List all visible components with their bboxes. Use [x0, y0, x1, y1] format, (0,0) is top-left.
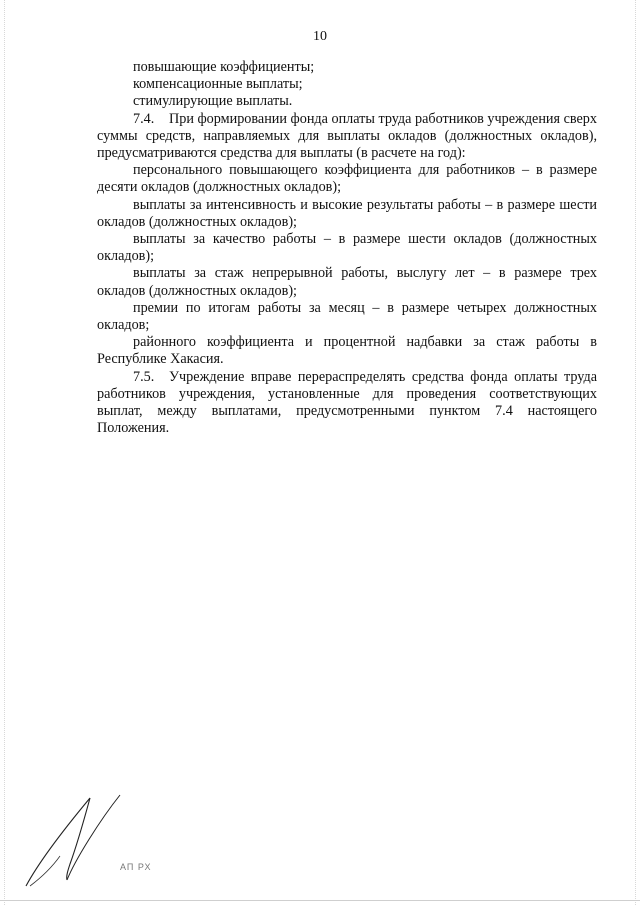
- paragraph-incentive-payments: стимулирующие выплаты.: [133, 93, 293, 110]
- payment-item: персонального повышающего коэффициента для работников – в размере десяти окладов (должностных окладов);: [97, 162, 597, 196]
- page-number: 10: [313, 29, 327, 44]
- payment-item: выплаты за стаж непрерывной работы, выслугу лет – в размере трех окладов (должностных окладов);: [97, 265, 597, 299]
- archive-mark: АП РХ: [120, 862, 152, 872]
- payment-item: премии по итогам работы за месяц – в размере четырех должностных окладов;: [97, 299, 597, 334]
- clause-7-5-text: Учреждение вправе перераспределять средства фонда оплаты труда работников учреждения, установленные для проведения соответствующих выплат, между выплатами, предусмотренными пунктом 7.4 настоящего Положения.: [97, 368, 597, 437]
- page-edge-right: [635, 0, 636, 905]
- clause-7-4-text: При формировании фонда оплаты труда работников учреждения сверх суммы средств, направляемых для выплаты окладов (должностных окладов), предусматриваются средства для выплаты (в расчете на год):: [97, 110, 597, 162]
- clause-7-5: [97, 369, 597, 438]
- clause-7-4: [97, 111, 597, 163]
- document-body: [97, 59, 597, 437]
- paragraph-compensation-payments: компенсационные выплаты;: [133, 76, 303, 93]
- payment-item: выплаты за интенсивность и высокие результаты работы – в размере шести окладов (должностных окладов);: [97, 196, 597, 230]
- handwritten-signature: [20, 790, 140, 890]
- page-bottom-edge: [0, 900, 640, 901]
- clause-7-4-number: 7.4.: [133, 110, 155, 127]
- payment-item: районного коэффициента и процентной надбавки за стаж работы в Республике Хакасия.: [97, 334, 597, 368]
- page-edge-left: [4, 0, 5, 905]
- paragraph-increasing-coefficients: повышающие коэффициенты;: [133, 59, 315, 75]
- payment-item: выплаты за качество работы – в размере шести окладов (должностных окладов);: [97, 231, 597, 265]
- clause-7-5-number: 7.5.: [133, 368, 155, 385]
